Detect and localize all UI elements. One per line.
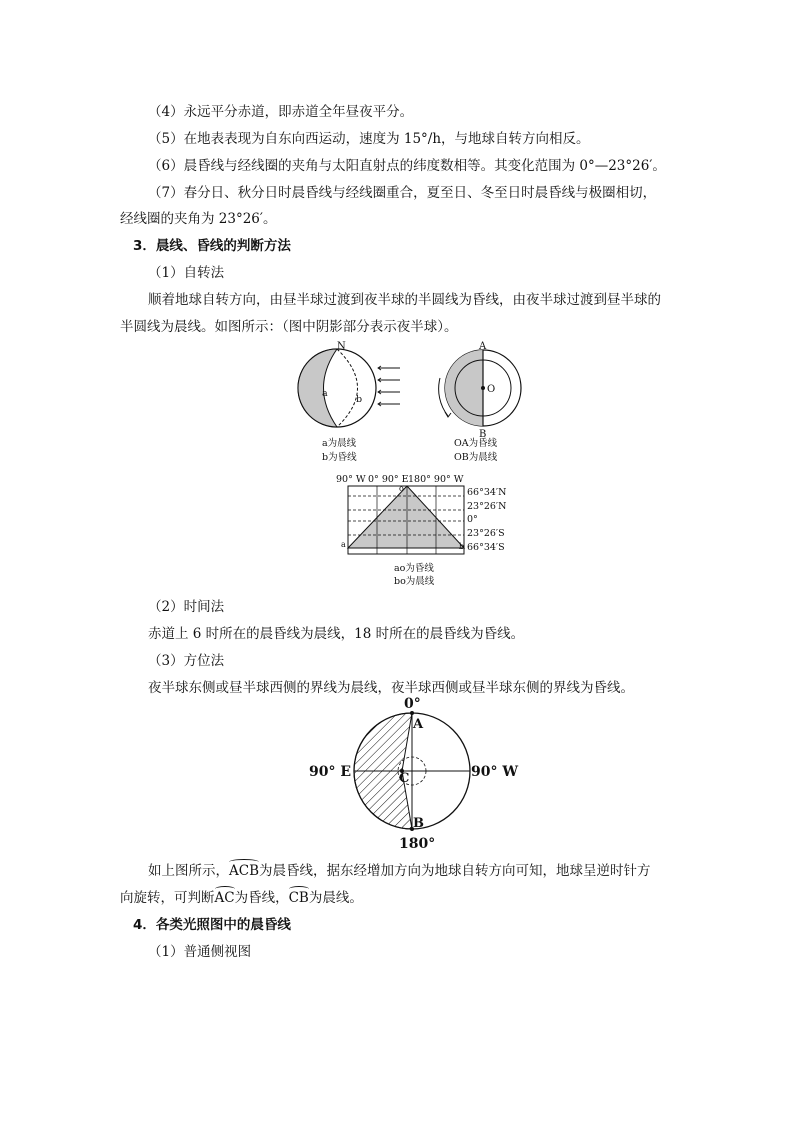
para-7-line1: （7）春分日、秋分日时晨昏线与经线圈重合，夏至日、冬至日时晨昏线与极圈相切， — [148, 185, 657, 201]
lat-label-66s: 66°34′S — [467, 542, 505, 553]
label-point-b: B — [413, 816, 424, 831]
conclusion-text-1: 如上图所示， — [148, 863, 229, 879]
rotation-method-line2: 半圆线为晨线。如图所示：（图中阴影部分表示夜半球）。 — [120, 319, 458, 335]
arc-ac: AC — [214, 890, 235, 906]
section-3-heading: 3．晨线、昏线的判断方法 — [133, 238, 291, 254]
para-7-line2: 经线圈的夹角为 23°26′。 — [120, 211, 277, 227]
conclusion-text-4: 为昏线， — [234, 890, 289, 906]
center-o — [481, 386, 485, 390]
sub-2-heading: （2）时间法 — [148, 599, 225, 615]
fig1-caption-2: b为昏线 — [322, 452, 357, 463]
fig1-caption-1: a为晨线 — [322, 438, 357, 449]
arc-acb: ACB — [229, 863, 259, 879]
fig3-caption-2: bo为晨线 — [394, 576, 435, 587]
para-5: （5）在地表表现为自东向西运动，速度为 15°/h，与地球自转方向相反。 — [148, 131, 590, 147]
arc-cb: CB — [288, 890, 309, 906]
label-o: O — [487, 384, 496, 395]
figure-direction-method — [345, 706, 475, 836]
lat-label-23s: 23°26′S — [467, 528, 505, 539]
night-side — [445, 350, 483, 426]
label-90e: 90° E — [309, 764, 352, 780]
conclusion-text-2: 为晨昏线，据东经增加方向为地球自转方向可知，地球呈逆时针方 — [259, 863, 651, 879]
sub-4-1-heading: （1）普通侧视图 — [148, 944, 252, 960]
label-o-apex: o — [399, 484, 404, 493]
rotation-method-line1: 顺着地球自转方向，由昼半球过渡到夜半球的半圆线为昏线，由夜半球过渡到昼半球的 — [148, 292, 661, 308]
fig2-caption-2: OB为晨线 — [454, 452, 498, 463]
para-6: （6）晨昏线与经线圈的夹角与太阳直射点的纬度数相等。其变化范围为 0°—23°26′。 — [148, 158, 666, 174]
conclusion-line2 — [120, 889, 363, 907]
lat-label-equator: 0° — [467, 514, 478, 525]
label-b: b — [356, 394, 363, 405]
lat-label-66n: 66°34′N — [467, 487, 507, 498]
conclusion-text-5: 为晨线。 — [308, 890, 363, 906]
lon-label-180-90w: 180° 90° W — [408, 474, 464, 485]
label-point-c: C — [399, 771, 410, 786]
para-4: （4）永远平分赤道，即赤道全年昼夜平分。 — [148, 104, 414, 120]
sub-3-heading: （3）方位法 — [148, 653, 225, 669]
lat-label-23n: 23°26′N — [467, 501, 507, 512]
lon-label-0-90e: 0° 90° E — [368, 474, 409, 485]
label-a: a — [322, 388, 328, 399]
section-4-heading: 4．各类光照图中的晨昏线 — [133, 917, 291, 933]
label-a-left: a — [341, 540, 346, 549]
label-n: N — [337, 341, 346, 352]
fig3-caption-1: ao为昏线 — [394, 563, 434, 574]
label-a-top: A — [479, 341, 487, 352]
label-90w: 90° W — [471, 764, 519, 780]
label-180-deg: 180° — [399, 836, 436, 852]
conclusion-text-3: 向旋转，可判断 — [120, 890, 215, 906]
label-b-bottom: B — [479, 429, 487, 440]
sub-1-heading: （1）自转法 — [148, 265, 225, 281]
time-method-text: 赤道上 6 时所在的晨昏线为晨线，18 时所在的晨昏线为昏线。 — [148, 626, 525, 642]
label-0-deg: 0° — [404, 696, 421, 712]
conclusion-line1 — [148, 862, 651, 880]
lon-label-90w: 90° W — [336, 474, 366, 485]
direction-method-text: 夜半球东侧或昼半球西侧的界线为晨线，夜半球西侧或昼半球东侧的界线为昏线。 — [148, 680, 634, 696]
fig2-caption-1: OA为昏线 — [454, 438, 498, 449]
sunlight-arrows — [378, 366, 400, 406]
label-point-a: A — [413, 717, 424, 732]
label-b-right: b — [459, 542, 465, 551]
